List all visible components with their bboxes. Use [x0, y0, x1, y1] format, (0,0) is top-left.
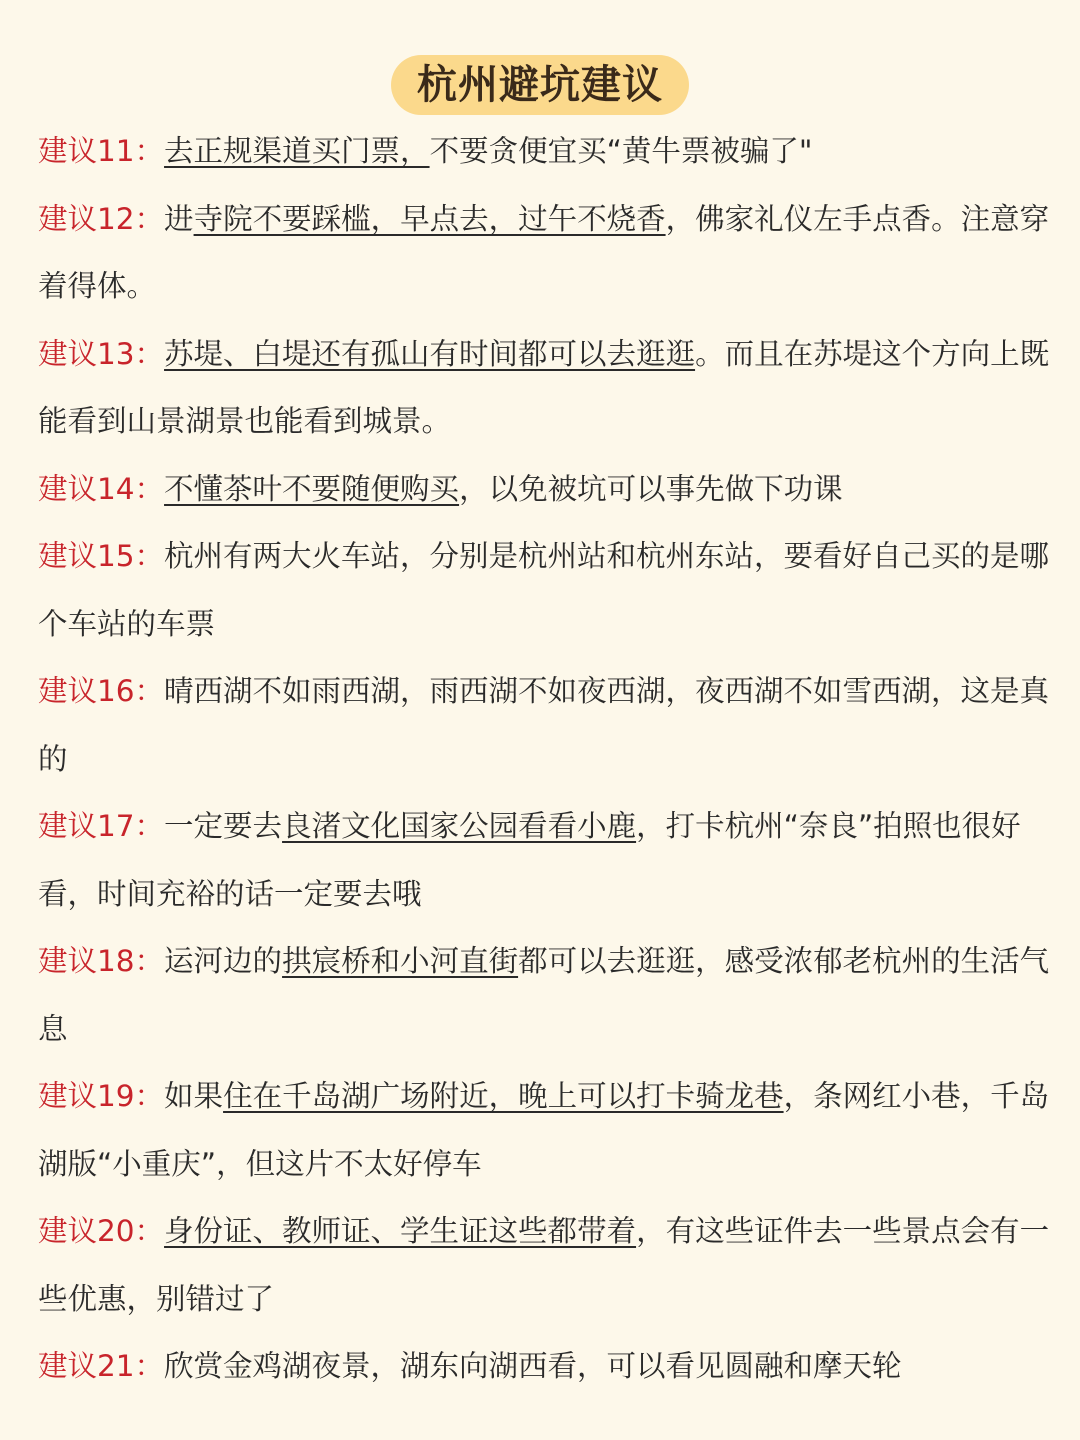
tip-text: ，条网红小巷，千岛湖版“小重庆”，但这片不太好停车: [38, 1079, 1050, 1181]
tip-text: 。而且在苏堤这个方向上既能看到山景湖景也能看到城景。: [38, 336, 1050, 438]
tip-text: 欣赏金鸡湖夜景，湖东向湖西看，可以看见圆融和摩天轮: [164, 1349, 902, 1383]
tip-text: ，佛家礼仪左手点香。注意穿着得体。: [38, 201, 1050, 303]
tip-item: [38, 456, 1058, 524]
tip-text: 都可以去逛逛，感受浓郁老杭州的生活气息: [38, 944, 1050, 1046]
tip-item: [38, 793, 1058, 928]
tip-item: [38, 928, 1058, 1063]
tip-label: 建议14：: [38, 471, 165, 506]
tip-label: 建议11：: [38, 134, 165, 168]
tip-highlight-text: 去正规渠道买门票，: [164, 134, 430, 168]
tip-item: [38, 1063, 1058, 1198]
tips-list: [38, 118, 1058, 1401]
tip-text: ，打卡杭州“奈良”拍照也很好看，时间充裕的话一定要去哦: [38, 809, 1021, 911]
title-area: [0, 55, 1080, 115]
tip-label: 建议12：: [38, 201, 165, 236]
tip-label: 建议20：: [38, 1214, 165, 1248]
tip-text: 晴西湖不如雨西湖，雨西湖不如夜西湖，夜西湖不如雪西湖，这是真的: [38, 674, 1050, 776]
tip-text: 运河边的: [164, 944, 283, 978]
tip-highlight-text: 寺院不要踩槛，早点去，过午不烧香: [193, 201, 666, 236]
tip-text: 一定要去: [164, 809, 283, 843]
tip-text: ，以免被坑可以事先做下功课: [459, 471, 843, 506]
tip-label: 建议17：: [38, 809, 165, 843]
tip-label: 建议16：: [38, 674, 165, 708]
tip-item: [38, 523, 1058, 658]
tip-label: 建议13：: [38, 336, 165, 371]
tip-text: 进: [164, 201, 194, 236]
tip-item: [38, 1198, 1058, 1333]
tip-label: 建议18：: [38, 944, 165, 978]
tip-label: 建议19：: [38, 1079, 165, 1113]
tip-highlight-text: 拱宸桥和小河直街: [282, 944, 519, 978]
tip-item: [38, 186, 1058, 321]
tip-label: 建议21：: [38, 1349, 165, 1383]
tip-highlight-text: 住在千岛湖广场附近，晚上可以打卡骑龙巷: [223, 1079, 784, 1113]
tip-highlight-text: 不懂茶叶不要随便购买: [164, 471, 460, 506]
tip-highlight-text: 身份证、教师证、学生证这些都带着: [164, 1214, 637, 1248]
tip-text: 杭州有两大火车站，分别是杭州站和杭州东站，要看好自己买的是哪个车站的车票: [38, 539, 1050, 641]
tip-item: [38, 658, 1058, 793]
tip-text: 如果: [164, 1079, 224, 1113]
tip-text: ，有这些证件去一些景点会有一些优惠，别错过了: [38, 1214, 1050, 1316]
tip-item: [38, 1333, 1058, 1401]
page-title: 杭州避坑建议: [391, 55, 689, 115]
tip-item: [38, 118, 1058, 186]
tip-highlight-text: 苏堤、白堤还有孤山有时间都可以去逛逛: [164, 336, 696, 371]
tip-highlight-text: 良渚文化国家公园看看小鹿: [282, 809, 637, 843]
tip-text: 不要贪便宜买“黄牛票被骗了": [429, 134, 813, 168]
tip-item: [38, 321, 1058, 456]
tip-label: 建议15：: [38, 539, 165, 573]
